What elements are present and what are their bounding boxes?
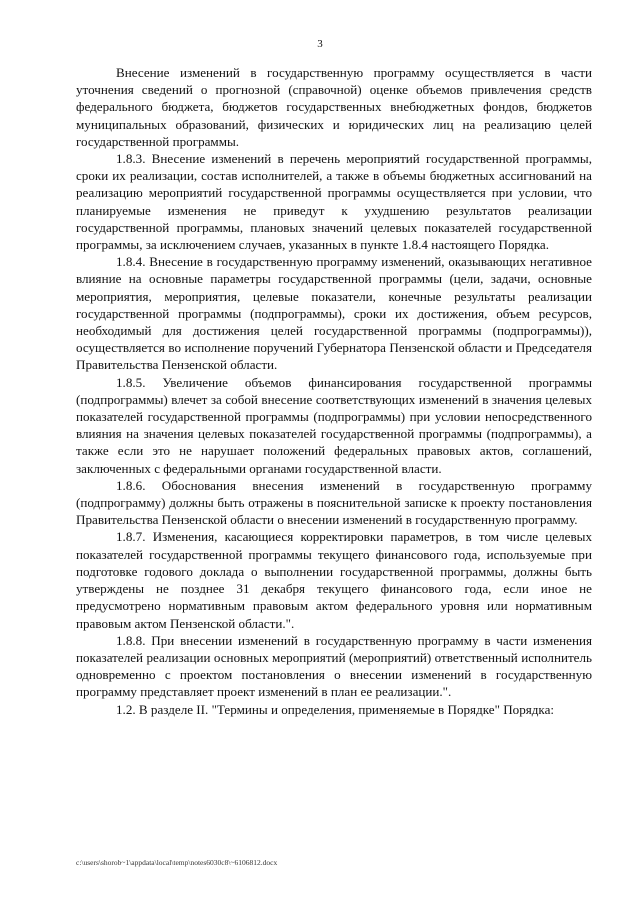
- paragraph-1-8-6: 1.8.6. Обоснования внесения изменений в государственную программу (подпрограмму) должны быть отражены в пояснительной записке к проекту постановления Правительства Пензенской области о внесении изменений в государственную программу.: [76, 477, 592, 528]
- paragraph-intro: Внесение изменений в государственную программу осуществляется в части уточнения сведений о прогнозной (справочной) оценке объемов привлечения средств федерального бюджета, бюджетов государственных внебюджетных фондов, бюджетов муниципальных образований, физических и юридических лиц на реализацию целей государственной программы.: [76, 65, 592, 149]
- paragraph-1-2: 1.2. В разделе II. "Термины и определения, применяемые в Порядке" Порядка:: [116, 701, 555, 717]
- paragraph-1-8-5: 1.8.5. Увеличение объемов финансирования государственной программы (подпрограммы) влечет за собой внесение соответствующих изменений в значения целевых показателей государственной программы (подпрограммы) при условии непосредственного влияния на значения целевых показателей государственной программы (подпрограммы), а также если это не нарушает положений федеральных правовых актов, соглашений, заключенных с федеральными органами государственной власти.: [76, 374, 592, 476]
- paragraph-1-8-7: 1.8.7. Изменения, касающиеся корректировки параметров, в том числе целевых показателей государственной программы текущего финансового года, используемые при подготовке годового доклада о выполнении государственной программы, должны быть утверждены не позднее 31 декабря текущего финансового года, если иное не предусмотрено нормативным правовым актом федерального уровня или нормативным правовым актом Пензенской области.".: [76, 529, 592, 631]
- footer-file-path: c:\users\shorob~1\appdata\local\temp\notes6030c8\~6106812.docx: [76, 858, 278, 867]
- page-number: 3: [317, 38, 323, 50]
- paragraph-1-8-8: 1.8.8. При внесении изменений в государственную программу в части изменения показателей реализации основных мероприятий (мероприятий) ответственный исполнитель одновременно с проектом постановления о внесении изменений в государственную программу представляет проект изменений в план ее реализации.".: [76, 632, 592, 700]
- document-body: [76, 64, 592, 718]
- paragraph-1-8-3: 1.8.3. Внесение изменений в перечень мероприятий государственной программы, сроки их реализации, состав исполнителей, а также в объемы бюджетных ассигнований на реализацию мероприятий государственной программы осуществляется при условии, что планируемые изменения не приведут к ухудшению результатов реализации государственной программы, плановых значений целевых показателей государственной программы, за исключением случаев, указанных в пункте 1.8.4 настоящего Порядка.: [76, 151, 592, 253]
- paragraph-1-8-4: 1.8.4. Внесение в государственную программу изменений, оказывающих негативное влияние на основные параметры государственной программы (цели, задачи, основные мероприятия, мероприятия, целевые показатели, конечные результаты реализации государственной программы (подпрограммы), сроки их достижения, объем ресурсов, необходимый для достижения целей государственной программы (подпрограммы)), осуществляется во исполнение поручений Губернатора Пензенской области и Председателя Правительства Пензенской области.: [76, 254, 592, 373]
